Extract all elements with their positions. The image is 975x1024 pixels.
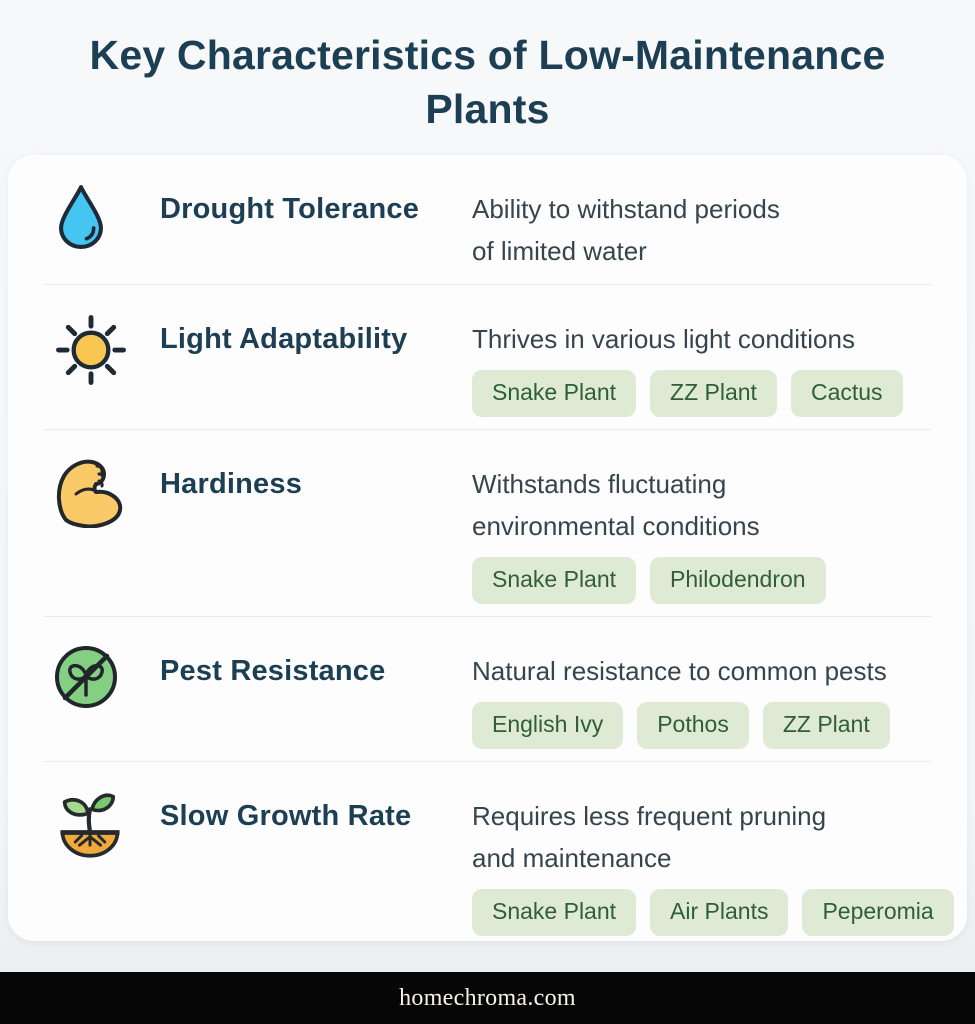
characteristic-title: Pest Resistance xyxy=(160,655,386,687)
plant-tag: Philodendron xyxy=(650,557,826,604)
characteristic-row xyxy=(8,430,967,616)
characteristic-description xyxy=(472,795,954,879)
plant-tags xyxy=(472,557,939,604)
footer-bar xyxy=(0,972,975,1024)
plant-tags xyxy=(472,702,939,749)
description-line: Requires less frequent pruning xyxy=(472,801,827,831)
plant-tags xyxy=(472,889,954,936)
characteristic-content xyxy=(472,643,939,749)
water-drop-icon xyxy=(52,181,110,253)
plant-tag: Snake Plant xyxy=(472,557,636,604)
plant-tag: Cactus xyxy=(791,370,903,417)
plant-tag: Peperomia xyxy=(802,889,953,936)
characteristic-title: Hardiness xyxy=(160,468,303,500)
page-title: Key Characteristics of Low-Maintenance Plants xyxy=(89,32,886,133)
seedling-icon xyxy=(52,788,128,858)
characteristic-description xyxy=(472,463,939,547)
plant-tag: Snake Plant xyxy=(472,889,636,936)
plant-tag: Air Plants xyxy=(650,889,788,936)
plant-tag: ZZ Plant xyxy=(763,702,890,749)
description-line: Withstands fluctuating xyxy=(472,469,727,499)
description-line: Thrives in various light conditions xyxy=(472,324,855,354)
footer-website-link[interactable]: homechroma.com xyxy=(399,984,576,1011)
plant-tag: Pothos xyxy=(637,702,749,749)
characteristic-description xyxy=(472,188,939,272)
characteristic-content xyxy=(472,181,939,272)
characteristic-content xyxy=(472,456,939,604)
characteristic-title: Slow Growth Rate xyxy=(160,800,412,832)
characteristic-row xyxy=(8,285,967,429)
description-line: environmental conditions xyxy=(472,511,760,541)
row-icon-cell xyxy=(52,311,132,385)
row-icon-cell xyxy=(52,788,132,862)
description-line: Natural resistance to common pests xyxy=(472,656,887,686)
row-icon-cell xyxy=(52,643,132,717)
plant-tag: English Ivy xyxy=(472,702,623,749)
row-icon-cell xyxy=(52,456,132,530)
plant-tag: Snake Plant xyxy=(472,370,636,417)
plant-tag: ZZ Plant xyxy=(650,370,777,417)
flexed-bicep-icon xyxy=(52,456,128,528)
description-line: and maintenance xyxy=(472,843,672,873)
description-line: Ability to withstand periods xyxy=(472,194,780,224)
characteristic-content xyxy=(472,311,939,417)
characteristic-content xyxy=(472,788,954,936)
sun-icon xyxy=(52,311,130,389)
characteristic-row xyxy=(8,155,967,284)
characteristic-row xyxy=(8,617,967,761)
characteristic-description xyxy=(472,318,939,360)
characteristic-description xyxy=(472,650,939,692)
characteristics-list xyxy=(8,155,967,941)
characteristic-row xyxy=(8,762,967,941)
characteristic-title: Drought Tolerance xyxy=(160,193,420,225)
characteristic-title: Light Adaptability xyxy=(160,323,408,355)
no-pests-icon xyxy=(52,643,120,711)
description-line: of limited water xyxy=(472,236,647,266)
row-icon-cell xyxy=(52,181,132,255)
characteristics-card xyxy=(8,155,967,941)
plant-tags xyxy=(472,370,939,417)
